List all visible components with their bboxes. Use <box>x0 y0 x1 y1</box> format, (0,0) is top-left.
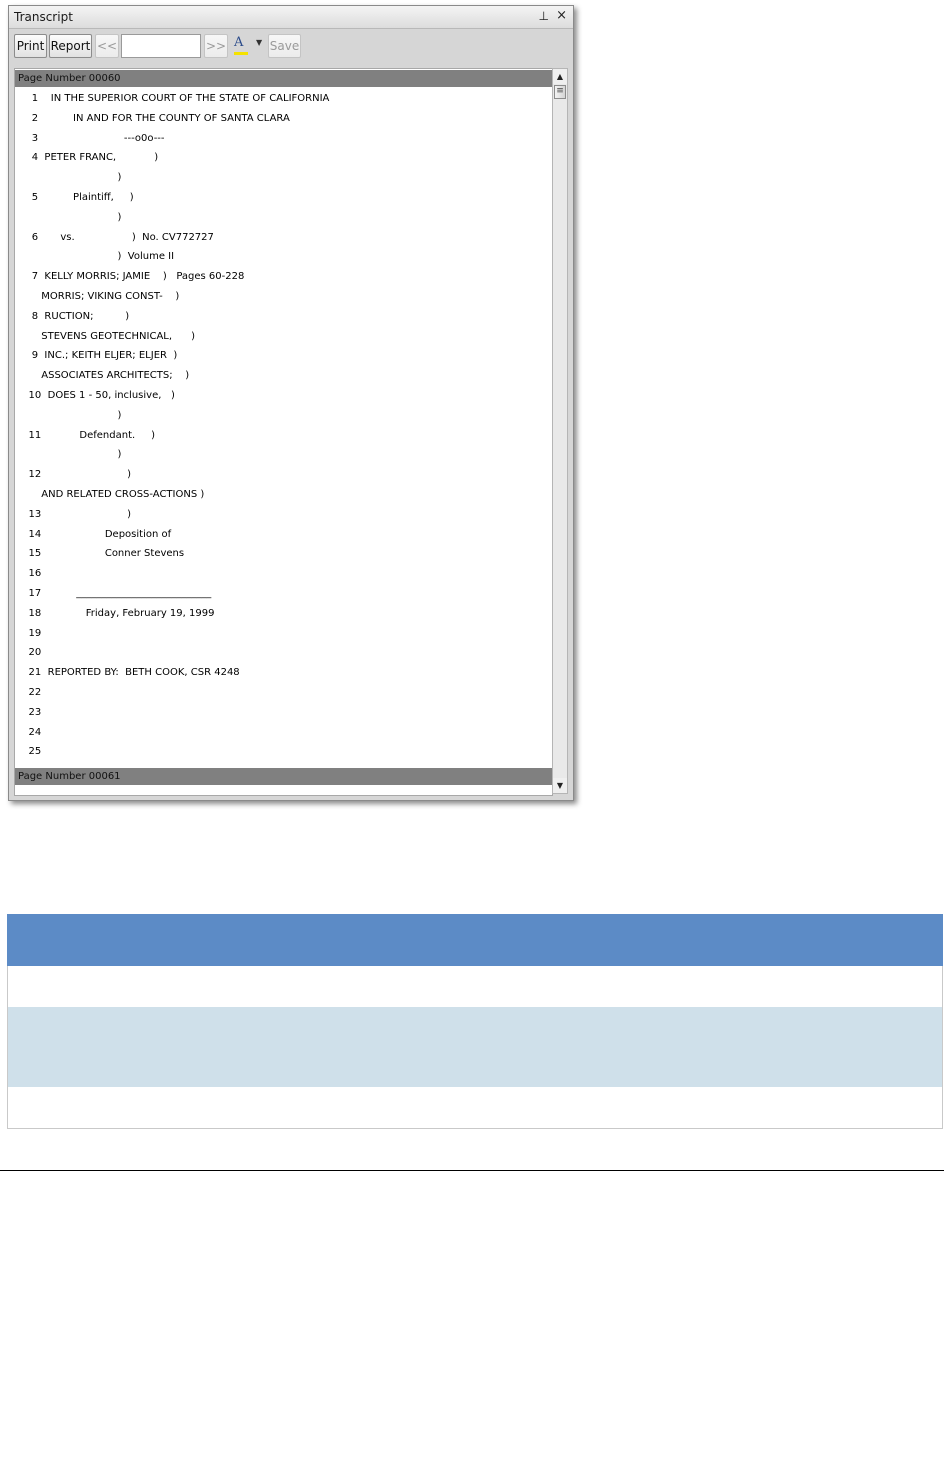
transcript-line: ) Volume II <box>19 251 175 263</box>
scroll-down-icon[interactable]: ▼ <box>553 778 567 793</box>
scroll-up-icon[interactable]: ▲ <box>553 69 567 84</box>
report-button[interactable]: Report <box>49 34 92 58</box>
transcript-line: 7 KELLY MORRIS; JAMIE ) Pages 60-228 <box>19 271 245 283</box>
page-number-input[interactable] <box>121 34 201 58</box>
transcript-line: 18 Friday, February 19, 1999 <box>19 607 215 619</box>
close-icon[interactable]: × <box>556 8 567 23</box>
transcript-line: 1 IN THE SUPERIOR COURT OF THE STATE OF CALIFORNIA <box>19 93 330 104</box>
transcript-line: 24 <box>19 726 42 738</box>
transcript-line: 10 DOES 1 - 50, inclusive, ) <box>19 390 175 401</box>
font-color-icon: A <box>234 35 244 50</box>
transcript-line: 8 RUCTION; ) <box>19 310 130 322</box>
next-page-button[interactable]: >> <box>204 34 228 58</box>
transcript-line: 17 ___________________________ <box>19 588 212 599</box>
font-color-dropdown-icon[interactable]: ▼ <box>256 38 263 47</box>
pin-icon[interactable]: ⊥ <box>538 9 549 23</box>
data-table <box>7 914 943 1457</box>
transcript-line: 20 <box>19 647 42 659</box>
transcript-line: 11 Defendant. ) <box>19 429 155 441</box>
transcript-line: 14 Deposition of <box>19 528 172 540</box>
table-row <box>7 966 943 1007</box>
transcript-window <box>8 5 574 801</box>
save-button[interactable]: Save <box>268 34 301 58</box>
window-title: Transcript <box>14 10 73 24</box>
transcript-line: 25 <box>19 746 42 758</box>
transcript-line: ) <box>19 211 122 223</box>
transcript-line: 16 <box>19 568 42 580</box>
transcript-line: 6 vs. ) No. CV772727 <box>19 231 214 243</box>
table-row <box>7 1007 943 1087</box>
previous-page-button[interactable]: << <box>95 34 119 58</box>
transcript-line: 22 <box>19 687 42 698</box>
transcript-line: 5 Plaintiff, ) <box>19 192 134 203</box>
font-color-swatch <box>234 52 248 55</box>
transcript-line: ) <box>19 449 122 461</box>
transcript-line: 12 ) <box>19 469 131 481</box>
transcript-line: 21 REPORTED BY: BETH COOK, CSR 4248 <box>19 667 240 679</box>
print-button[interactable]: Print <box>14 34 47 58</box>
transcript-line: 15 Conner Stevens <box>19 548 185 560</box>
transcript-line: 3 ---o0o--- <box>19 132 165 144</box>
transcript-line: ) <box>19 172 122 184</box>
transcript-line: 9 INC.; KEITH ELJER; ELJER ) <box>19 350 178 362</box>
page-header: Page Number 00060 <box>15 70 552 87</box>
transcript-line: STEVENS GEOTECHNICAL, ) <box>19 330 196 342</box>
transcript-line: 4 PETER FRANC, ) <box>19 152 159 164</box>
transcript-line: 23 <box>19 706 42 718</box>
table-header <box>7 914 943 966</box>
transcript-line: 19 <box>19 627 42 639</box>
table-row <box>7 1087 943 1129</box>
toolbar <box>9 29 573 65</box>
font-color-button[interactable] <box>231 34 253 58</box>
transcript-line: ASSOCIATES ARCHITECTS; ) <box>19 370 190 382</box>
transcript-line: MORRIS; VIKING CONST- ) <box>19 291 180 302</box>
transcript-content[interactable] <box>14 68 553 796</box>
page-divider <box>0 1170 944 1171</box>
transcript-line: AND RELATED CROSS-ACTIONS ) <box>19 489 205 500</box>
title-bar <box>9 6 573 29</box>
transcript-line: ) <box>19 409 122 421</box>
transcript-line: 13 ) <box>19 508 131 520</box>
vertical-scrollbar[interactable] <box>552 68 568 794</box>
scroll-thumb[interactable]: ≡ <box>554 85 566 99</box>
transcript-line: 2 IN AND FOR THE COUNTY OF SANTA CLARA <box>19 112 290 124</box>
page-header: Page Number 00061 <box>15 768 552 785</box>
